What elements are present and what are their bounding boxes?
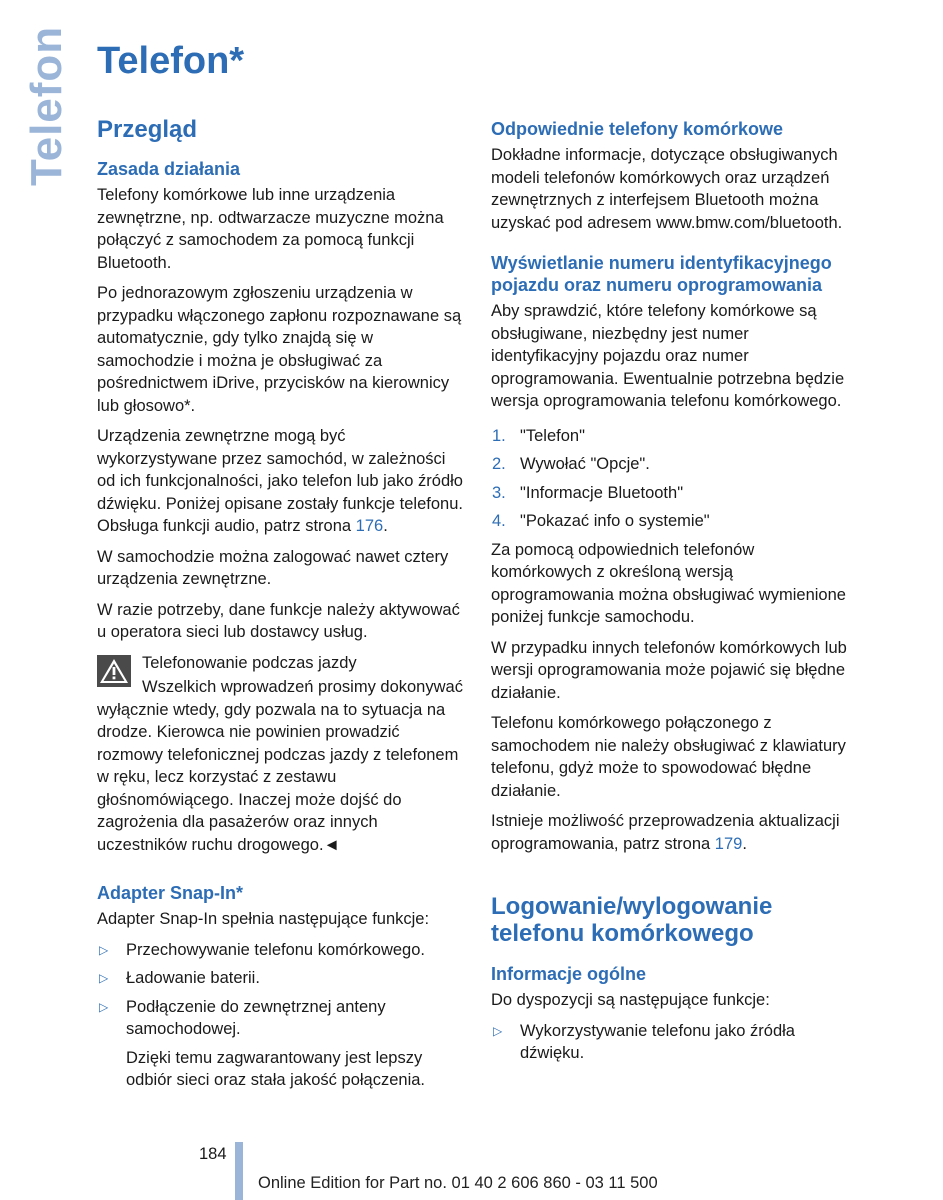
triangle-bullet-icon: ▷ — [99, 942, 109, 957]
list-item: ▷ Wykorzystywanie telefonu jako źródła dźwięku. — [493, 1021, 795, 1062]
paragraph: Istnieje możliwość przeprowadzenia aktualizacji oprogramowania, patrz strona 179. — [491, 812, 840, 853]
paragraph: W razie potrzeby, dane funkcje należy aktywować u operatora sieci lub dostawcy usług. — [97, 600, 460, 641]
page-title: Telefon* — [97, 40, 245, 82]
adapter-note: Dzięki temu zagwarantowany jest lepszy odbiór sieci oraz stała jakość połączenia. — [126, 1048, 425, 1089]
paragraph: Dokładne informacje, dotyczące obsługiwanych modeli telefonów komórkowych oraz urządzeń zewnętrznych z interfejsem Bluetooth można uzyskać pod adresem www.bmw.com/bluetooth. — [491, 146, 843, 232]
heading-principle: Zasada działania — [97, 159, 241, 179]
paragraph: Adapter Snap-In spełnia następujące funkcje: — [97, 910, 430, 928]
heading-login: Logowanie/wylogowanie telefonu komórkowego — [491, 893, 773, 947]
paragraph: Po jednorazowym zgłoszeniu urządzenia w przypadku włączonego zapłonu rozpoznawane są automatycznie, gdy tylko znajdą się w samochodzie i można je obsługiwać za pośrednictwem iDrive, przycisków na kierownicy lub głosowo*. — [97, 284, 462, 415]
paragraph: Aby sprawdzić, które telefony komórkowe są obsługiwane, niezbędny jest numer identyfikacyjny pojazdu oraz numer oprogramowania. Ewentualnie potrzebna będzie wersja oprogramowania telefonu komórkowego. — [491, 302, 845, 410]
general-list — [491, 1020, 859, 1065]
triangle-bullet-icon: ▷ — [493, 1023, 503, 1038]
steps-list — [491, 425, 859, 533]
warning-heading: Telefonowanie podczas jazdy — [142, 653, 357, 672]
heading-general: Informacje ogólne — [491, 964, 647, 984]
footer-bar — [235, 1142, 243, 1200]
left-column — [97, 112, 465, 1100]
side-tab-label: Telefon — [22, 25, 71, 186]
paragraph: Za pomocą odpowiednich telefonów komórkowych z określoną wersją oprogramowania można obsługiwać wymienione poniżej funkcje samochodu. — [491, 540, 846, 626]
paragraph: Telefonu komórkowego połączonego z samochodem nie należy obsługiwać z klawiatury telefonu, gdyż może to spowodować błędne działanie. — [491, 714, 846, 800]
list-item: ▷ Podłączenie do zewnętrznej anteny samochodowej. Dzięki temu zagwarantowany jest lepszy odbiór sieci oraz stała jakość połączenia. — [97, 996, 465, 1092]
edition-footer: Online Edition for Part no. 01 40 2 606 860 - 03 11 500 — [258, 1174, 658, 1192]
triangle-bullet-icon: ▷ — [99, 971, 109, 985]
warning-icon — [97, 655, 131, 687]
heading-adapter: Adapter Snap-In* — [97, 883, 244, 903]
paragraph: Urządzenia zewnętrzne mogą być wykorzystywane przez samochód, w zależności od ich funkcjonalności, jako telefon lub jako źródło dźwięku. Poniżej opisane zostały funkcje telefonu. Obsługa funkcji audio, patrz strona 176. — [97, 427, 463, 535]
page-link-176[interactable]: 176 — [355, 517, 384, 535]
heading-phones: Odpowiednie telefony komórkowe — [491, 119, 784, 139]
page-link-179[interactable]: 179 — [714, 834, 743, 853]
list-item: ▷ Ładowanie baterii. — [97, 967, 465, 990]
page-number: 184 — [199, 1145, 227, 1163]
paragraph: W przypadku innych telefonów komórkowych lub wersji oprogramowania może pojawić się błędne działanie. — [491, 638, 847, 702]
paragraph: Telefony komórkowe lub inne urządzenia zewnętrzne, np. odtwarzacze muzyczne można połączyć z samochodem za pomocą funkcji Bluetooth. — [97, 186, 444, 272]
paragraph: W samochodzie można zalogować nawet cztery urządzenia zewnętrzne. — [97, 547, 449, 588]
right-column — [491, 118, 859, 1073]
list-item: 1. "Telefon" — [492, 426, 585, 445]
warning-text: Wszelkich wprowadzeń prosimy dokonywać wyłącznie wtedy, gdy pozwala na to sytuacja na drodze. Kierowca nie powinien prowadzić rozmowy telefonicznej podczas jazdy z telefonem w ręku, lecz korzystać z zestawu głośnomówiącego. Inaczej może dojść do zagrożenia dla pasażerów oraz innych uczestników ruchu drogowego. — [97, 678, 463, 854]
warning-block — [97, 652, 465, 857]
end-mark-icon: ◄ — [323, 835, 340, 854]
list-item: 3. "Informacje Bluetooth" — [492, 483, 684, 502]
list-item: ▷ Przechowywanie telefonu komórkowego. — [97, 939, 465, 962]
heading-vin: Wyświetlanie numeru identyfikacyjnego pojazdu oraz numeru oprogramowania — [491, 253, 832, 295]
list-item: 4. "Pokazać info o systemie" — [492, 512, 710, 530]
adapter-list — [97, 939, 465, 1092]
triangle-bullet-icon: ▷ — [99, 999, 109, 1014]
paragraph: Do dyspozycji są następujące funkcje: — [491, 991, 770, 1009]
heading-overview: Przegląd — [97, 116, 198, 143]
list-item: 2. Wywołać "Opcje". — [492, 455, 650, 473]
